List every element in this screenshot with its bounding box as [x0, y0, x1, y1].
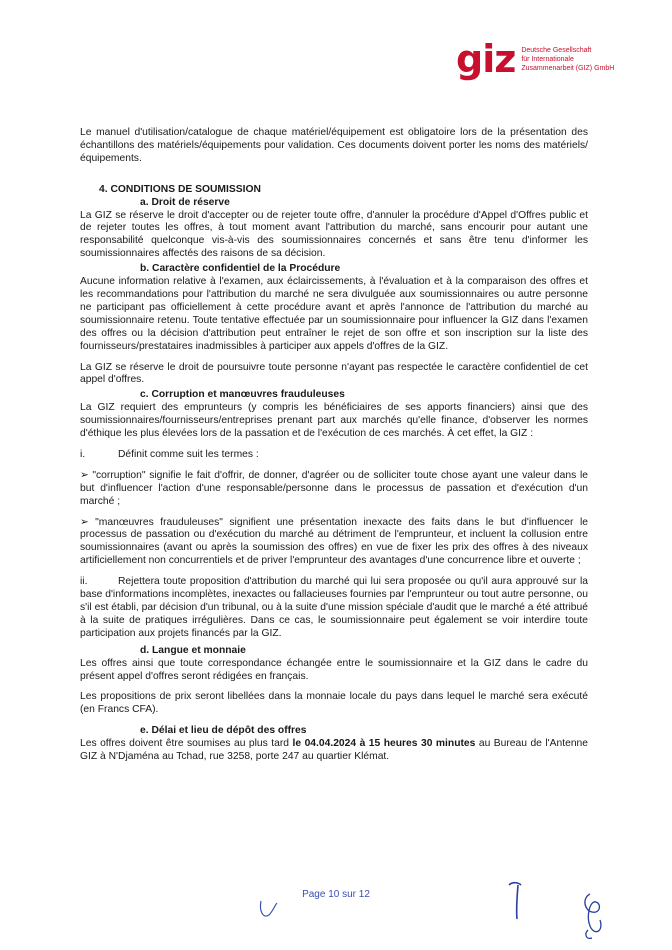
initial-mark-1: [255, 895, 285, 925]
subsection-e-heading: e. Délai et lieu de dépôt des offres: [140, 725, 307, 737]
subsection-d-text: Les offres ainsi que toute correspondance échangée entre le soumissionnaire et la GIZ dans le cadre du présent appel d'offres seront rédigées en français.: [80, 657, 588, 682]
giz-logo: [456, 37, 615, 81]
initial-mark-2: [505, 875, 529, 925]
logo-text: Deutsche Gesellschaft für Internationale Zusammenarbeit (GIZ) GmbH: [521, 46, 615, 72]
document-body: [80, 127, 588, 764]
logo-mark: giz: [456, 37, 516, 81]
bullet-fraud: ➢ "manœuvres frauduleuses" signifient une présentation inexacte des faits dans le but d'influencer le processus de passation ou d'exécution du marché au détriment de l'emprunteur, et incluent la collusion entre soumissionnaires (avant ou après la soumission des offres) en vue de fixer les prix des offres à des niveaux artificiellement non concurrentiels et de priver l'emprunteur des avantages d'une concurrence libre et ouverte ;: [80, 516, 588, 567]
subsection-e-text: Les offres doivent être soumises au plus tard le 04.04.2024 à 15 heures 30 minutes au Bureau de l'Antenne GIZ à N'Djaména au Tchad, rue 3258, porte 247 au quartier Klémat.: [80, 738, 589, 763]
initial-mark-3: [576, 890, 610, 942]
list-text: Rejettera toute proposition d'attribution du marché qui lui sera proposée ou qu'il aura approuvé sur la base d'informations incomplètes, inexactes ou fallacieuses fournies par l'emprunteur ou tout autre personne, ou s'il est établi, par décision d'un tribunal, ou à la suite d'une mission spéciale d'audit que le marché a été attribué à la suite de pratiques irrégulières. Dans ce cas, le soumissionnaire peut également se voir interdire toute participation aux projets financés par la GIZ.: [80, 576, 588, 639]
subsection-d-text-2: Les propositions de prix seront libellées dans la monnaie locale du pays dans lequel le marché sera exécuté (en Francs CFA).: [80, 691, 588, 716]
subsection-a-text: La GIZ se réserve le droit d'accepter ou de rejeter toute offre, d'annuler la procédure d'Appel d'Offres public et de rejeter toutes les offres, à tout moment avant l'attribution du marché, sans encourir pour autant une responsabilité quelconque vis-à-vis des soumissionnaires concernés et sans être tenu d'informer les soumissionnaires affectés des raisons de sa décision.: [80, 209, 588, 260]
page-number: Page 10 sur 12: [302, 889, 370, 900]
section-4-heading: 4. CONDITIONS DE SOUMISSION: [99, 183, 261, 195]
list-item-i: [80, 449, 588, 462]
intro-paragraph: Le manuel d'utilisation/catalogue de chaque matériel/équipement est obligatoire lors de la présentation des échantillons des matériels/équipements pour validation. Ces documents doivent porter les noms des matériels/équipements.: [80, 127, 588, 164]
deadline: le 04.04.2024 à 15 heures 30 minutes: [292, 738, 476, 750]
list-text: Définit comme suit les termes :: [118, 448, 259, 460]
subsection-a-heading: a. Droit de réserve: [140, 196, 230, 208]
subsection-c-heading: c. Corruption et manœuvres frauduleuses: [140, 389, 345, 401]
subsection-b-text-2: La GIZ se réserve le droit de poursuivre toute personne n'ayant pas respectée le caractère confidentiel de cet appel d'offres.: [80, 361, 588, 386]
subsection-b-text: Aucune information relative à l'examen, aux éclaircissements, à l'évaluation et à la comparaison des offres et les recommandations pour l'attribution du marché ne sera divulguée aux soumissionnaires ou autre personne ne participant pas officiellement à cette procédure avant et après l'annonce de l'attribution du marché au soumissionnaire retenu. Toute tentative effectuée par un soumissionnaire pour influencer la GIZ dans l'examen des offres ou la décision d'attribution peut entraîner le rejet de son offre et son inscription sur la liste des fournisseurs/prestataires inadmissibles à participer aux appels d'offres de la GIZ.: [80, 276, 588, 352]
subsection-c-text: La GIZ requiert des emprunteurs (y compris les bénéficiaires de ses apports financiers) ainsi que des soumissionnaires/fournisseurs/entreprises prenant part aux marchés qu'elle finance, d'observer les normes d'éthique les plus élevées lors de la passation et de l'exécution de ces marchés. À cet effet, la GIZ :: [80, 402, 588, 440]
list-item-ii: [80, 576, 588, 641]
subsection-d-heading: d. Langue et monnaie: [140, 644, 246, 656]
list-number: i.: [80, 448, 86, 460]
subsection-b-heading: b. Caractère confidentiel de la Procédure: [140, 263, 341, 275]
list-number: ii.: [80, 576, 88, 588]
bullet-corruption: ➢ "corruption" signifie le fait d'offrir, de donner, d'agréer ou de solliciter toute chose ayant une valeur dans le but d'influencer l'action d'une responsable/personne dans le processus de passation et d'exécution d'un marché ;: [80, 469, 588, 507]
